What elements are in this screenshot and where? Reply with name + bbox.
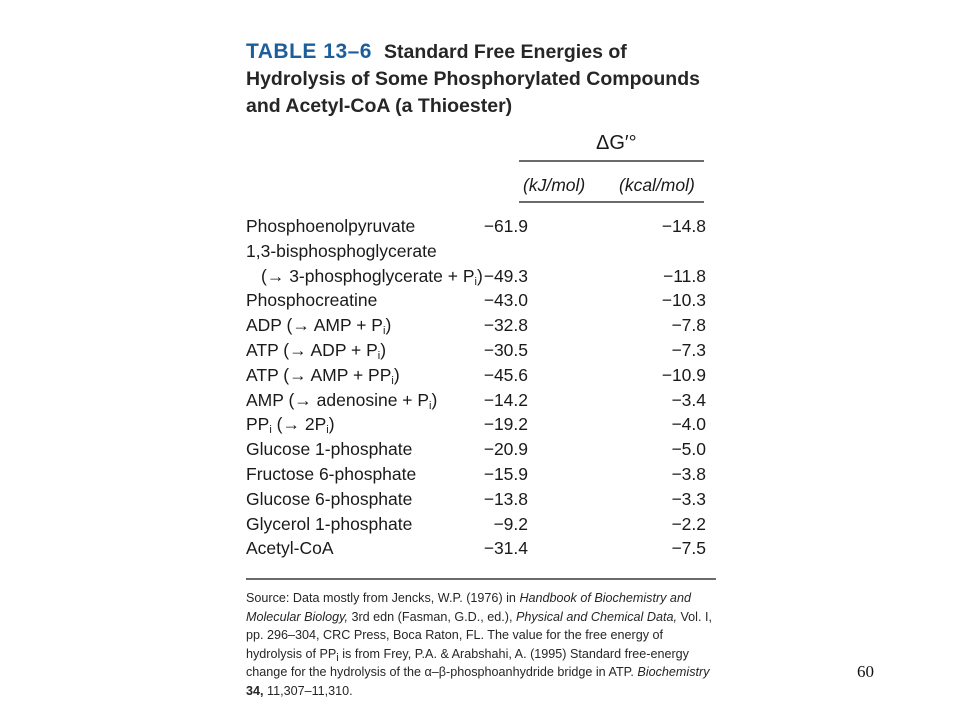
column-header-kcal: (kcal/mol) <box>619 175 695 195</box>
value-kj: −30.5 <box>483 339 528 360</box>
value-kcal: −3.8 <box>671 463 706 484</box>
value-kcal: −7.8 <box>671 315 706 336</box>
value-kcal: −3.4 <box>671 389 706 410</box>
table-row <box>246 536 716 561</box>
table-row <box>246 512 716 537</box>
value-kj: −49.3 <box>483 265 528 286</box>
compound-name: Fructose 6-phosphate <box>246 463 417 484</box>
title-line-2: Hydrolysis of Some Phosphorylated Compounds <box>246 68 700 90</box>
table-row <box>246 214 716 239</box>
value-kcal: −7.5 <box>671 538 706 559</box>
table-row <box>246 363 716 388</box>
compound-name: Phosphoenolpyruvate <box>246 216 416 236</box>
value-kj: −14.2 <box>483 389 528 410</box>
compound-name: Phosphocreatine <box>246 290 378 311</box>
compound-name: Glycerol 1-phosphate <box>246 513 413 534</box>
source-note: Source: Data mostly from Jencks, W.P. (1976) in Handbook of Biochemistry and Molecular Biology, 3rd edn (Fasman, G.D., ed.), Physical and Chemical Data, Vol. I, pp. 296–304, CRC Press, Boca Raton, FL. The value for the free energy of hydrolysis of $PP_i$ is from Frey, P.A. & Arabshahi, A. (1995) Standard free-energy change for the hydrolysis of the α–β-phosphoanhydride bridge in ATP. Biochemistry 34, 11,307–11,310. <box>246 591 712 698</box>
value-kj: −9.2 <box>493 513 528 534</box>
table-row <box>246 313 716 338</box>
column-header-kj: (kJ/mol) <box>523 175 586 195</box>
table-row <box>246 412 716 437</box>
compound-name: $PP_i$ (→ $2P_i$) <box>246 414 335 437</box>
value-kj: −61.9 <box>483 216 528 236</box>
value-kcal: −11.8 <box>663 265 706 286</box>
header-rule-top <box>519 160 704 162</box>
compound-name: ADP (→ AMP + $P_i$) <box>246 315 392 338</box>
value-kj: −15.9 <box>483 463 528 484</box>
compound-name: ATP (→ ADP + $P_i$) <box>246 339 387 362</box>
value-kcal: −7.3 <box>671 339 706 360</box>
table-label: TABLE 13–6 <box>246 40 372 63</box>
data-table <box>246 38 716 698</box>
compound-name: (→ 3-phosphoglycerate + $P_i$) <box>261 265 483 288</box>
value-kcal: −14.8 <box>661 216 706 236</box>
table-row <box>246 288 716 313</box>
value-kcal: −3.3 <box>671 488 706 509</box>
value-kj: −32.8 <box>483 315 528 336</box>
compound-name: Acetyl-CoA <box>246 538 334 559</box>
value-kj: −45.6 <box>483 364 528 385</box>
header-rule-bottom <box>519 201 704 203</box>
compound-name: 1,3-bisphosphoglycerate <box>246 240 437 261</box>
title-line-3: and Acetyl-CoA (a Thioester) <box>246 95 513 117</box>
title-line-1: Standard Free Energies of <box>384 41 627 63</box>
compound-name: ATP (→ AMP + $PP_i$) <box>246 364 400 387</box>
table-row <box>246 487 716 512</box>
value-kj: −43.0 <box>483 290 528 311</box>
table-row <box>246 388 716 413</box>
table-row <box>246 239 716 264</box>
value-kcal: −4.0 <box>671 414 706 435</box>
value-kj: −20.9 <box>483 439 528 460</box>
table-row <box>246 462 716 487</box>
value-kcal: −5.0 <box>671 439 706 460</box>
value-kj: −31.4 <box>483 538 528 559</box>
table-bottom-rule <box>246 578 716 580</box>
compound-name: Glucose 1-phosphate <box>246 439 413 460</box>
value-kcal: −10.3 <box>661 290 706 311</box>
table-title <box>246 38 716 120</box>
value-kcal: −2.2 <box>671 513 706 534</box>
value-kj: −19.2 <box>483 414 528 435</box>
table-body <box>246 214 716 561</box>
table-row <box>246 338 716 363</box>
value-kcal: −10.9 <box>661 364 706 385</box>
table-row <box>246 264 716 289</box>
table-row <box>246 437 716 462</box>
delta-g-header: ΔG′° <box>596 132 637 154</box>
page-number: 60 <box>857 662 874 681</box>
value-kj: −13.8 <box>483 488 528 509</box>
compound-name: Glucose 6-phosphate <box>246 488 413 509</box>
compound-name: AMP (→ adenosine + $P_i$) <box>246 389 438 412</box>
